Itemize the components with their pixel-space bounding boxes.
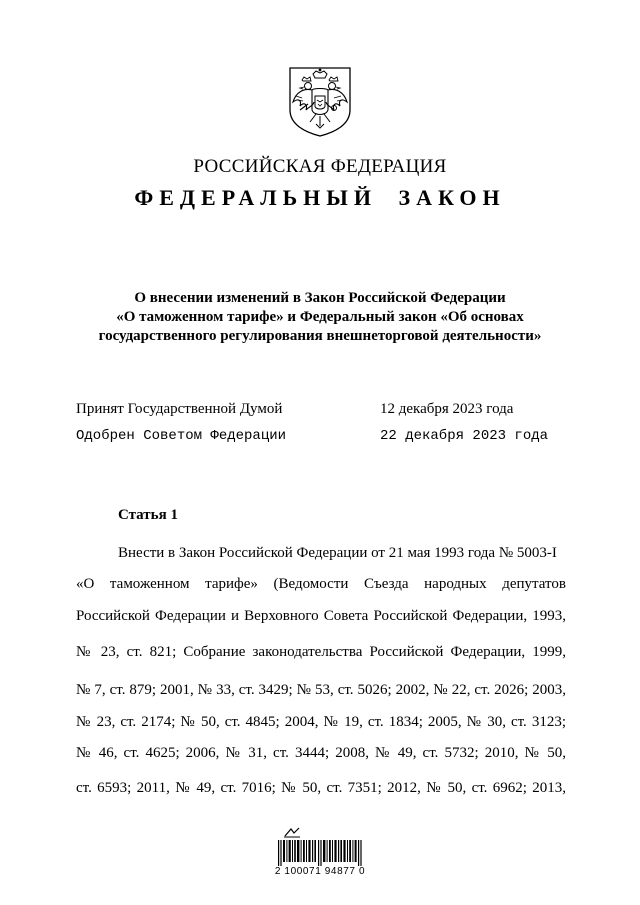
article-text-line: № 7, ст. 879; 2001, № 33, ст. 3429; № 53, ст. 5026; 2002, № 22, ст. 2026; 2003,: [76, 682, 566, 698]
printer-mark-icon: [283, 826, 301, 838]
barcode-number: 2 100071 94877 0: [274, 866, 366, 877]
article-text-line: № 23, ст. 2174; № 50, ст. 4845; 2004, № 19, ст. 1834; 2005, № 30, ст. 3123;: [76, 714, 566, 730]
article-text-line: ст. 6593; 2011, № 49, ст. 7016; № 50, ст. 7351; 2012, № 50, ст. 6962; 2013,: [76, 780, 566, 796]
article-text-line: Внести в Закон Российской Федерации от 21 мая 1993 года № 5003-I: [118, 545, 557, 561]
law-title: [70, 289, 570, 346]
law-title-line: государственного регулирования внешнеторговой деятельности»: [98, 328, 542, 344]
article-text-line: Российской Федерации и Верховного Совета Российской Федерации, 1993,: [76, 608, 566, 624]
document-type: ФЕДЕРАЛЬНЫЙ ЗАКОН: [134, 185, 506, 210]
adopted-by-duma-label: Принят Государственной Думой: [76, 401, 283, 417]
approved-by-council-date: 22 декабря 2023 года: [380, 428, 549, 444]
article-heading: Статья 1: [118, 507, 178, 523]
law-title-line: «О таможенном тарифе» и Федеральный закон «Об основах: [116, 309, 524, 325]
country-name: РОССИЙСКАЯ ФЕДЕРАЦИЯ: [193, 156, 447, 177]
barcode: [278, 840, 362, 866]
approved-by-council-label: Одобрен Советом Федерации: [76, 428, 287, 444]
article-text-line: № 46, ст. 4625; 2006, № 31, ст. 3444; 2008, № 49, ст. 5732; 2010, № 50,: [76, 745, 566, 761]
coat-of-arms-icon: [286, 66, 354, 138]
article-text-line: № 23, ст. 821; Собрание законодательства Российской Федерации, 1999,: [76, 644, 566, 660]
law-title-line: О внесении изменений в Закон Российской Федерации: [134, 290, 506, 306]
article-text-line: «О таможенном тарифе» (Ведомости Съезда народных депутатов: [76, 576, 566, 592]
adopted-by-duma-date: 12 декабря 2023 года: [380, 401, 514, 417]
